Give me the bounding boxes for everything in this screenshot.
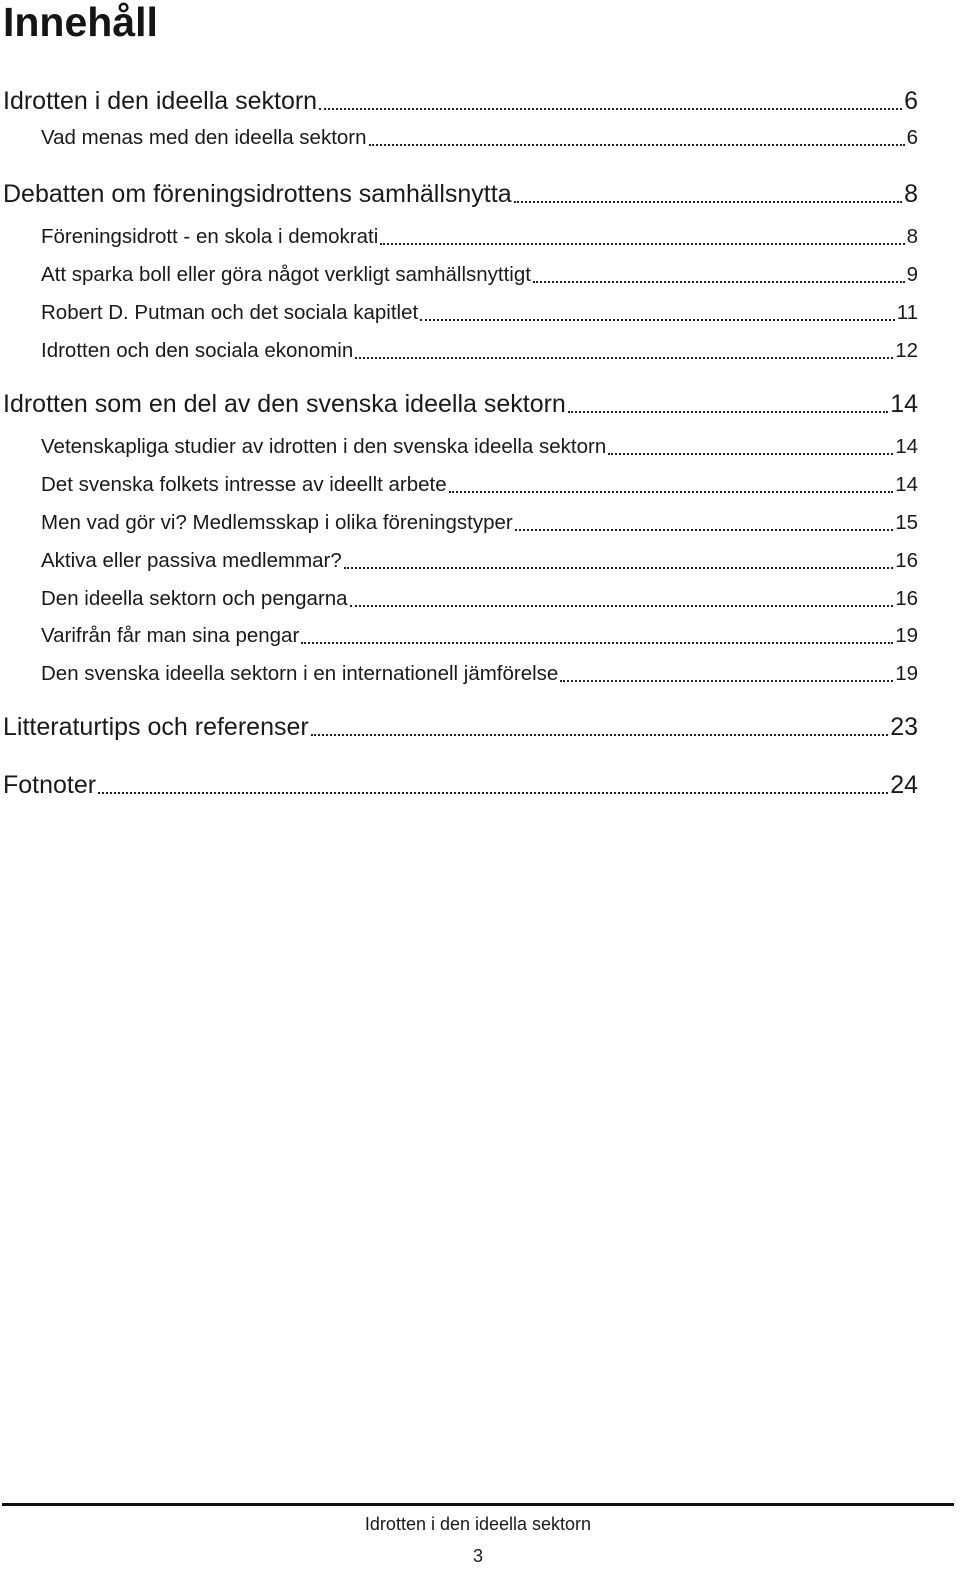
dot-leader	[568, 411, 888, 413]
toc-entry-page: 16	[895, 549, 918, 572]
toc-entry[interactable]	[41, 263, 918, 287]
toc-entry-page: 16	[895, 587, 918, 610]
toc-entry[interactable]	[3, 771, 918, 800]
toc-entry-label: Det svenska folkets intresse av ideellt arbete	[41, 473, 447, 496]
dot-leader	[344, 567, 893, 569]
toc-entry[interactable]	[3, 713, 918, 742]
dot-leader	[380, 243, 904, 245]
toc-entry[interactable]	[41, 587, 918, 611]
toc-entry[interactable]	[41, 511, 918, 535]
toc-entry-page: 19	[895, 662, 918, 685]
dot-leader	[515, 529, 893, 531]
toc-entry-label: Den ideella sektorn och pengarna	[41, 587, 348, 610]
toc-entry-label: Aktiva eller passiva medlemmar?	[41, 549, 342, 572]
toc-entry-page: 24	[890, 771, 918, 799]
dot-leader	[420, 319, 895, 321]
toc-entry-label: Idrotten i den ideella sektorn	[3, 87, 318, 115]
toc-entry-label: Att sparka boll eller göra något verkligt samhällsnyttigt	[41, 263, 531, 286]
dot-leader	[533, 281, 905, 283]
page-title: Innehåll	[3, 0, 158, 45]
footer-divider	[2, 1503, 954, 1506]
toc-entry-label: Robert D. Putman och det sociala kapitlet	[41, 301, 419, 324]
toc-entry-page: 11	[896, 301, 918, 324]
toc-entry[interactable]	[3, 180, 918, 209]
toc-entry-page: 8	[906, 225, 918, 248]
toc-entry[interactable]	[3, 390, 918, 419]
toc-entry-page: 12	[895, 339, 918, 362]
toc-entry[interactable]	[41, 662, 918, 686]
dot-leader	[301, 642, 893, 644]
toc-entry-label: Men vad gör vi? Medlemsskap i olika föreningstyper	[41, 511, 513, 534]
toc-entry[interactable]	[41, 301, 918, 325]
toc-entry[interactable]	[3, 87, 918, 116]
toc-entry-label: Debatten om föreningsidrottens samhällsnytta	[3, 180, 512, 208]
toc-entry[interactable]	[41, 549, 918, 573]
toc-entry-label: Litteraturtips och referenser	[3, 713, 309, 741]
toc-entry-label: Fotnoter	[3, 771, 97, 799]
toc-entry-page: 15	[895, 511, 918, 534]
dot-leader	[514, 201, 902, 203]
toc-entry[interactable]	[41, 624, 918, 648]
toc-entry-page: 6	[906, 126, 918, 149]
toc-entry-page: 23	[890, 713, 918, 741]
toc-entry[interactable]	[41, 225, 918, 249]
toc-entry[interactable]	[41, 435, 918, 459]
toc-entry-label: Vetenskapliga studier av idrotten i den svenska ideella sektorn	[41, 435, 607, 458]
toc-entry-label: Idrotten som en del av den svenska ideella sektorn	[3, 390, 566, 418]
toc-entry-label: Den svenska ideella sektorn i en internationell jämförelse	[41, 662, 559, 685]
page-number: 3	[472, 1546, 483, 1566]
toc-entry-page: 9	[906, 263, 918, 286]
running-footer-title: Idrotten i den ideella sektorn	[364, 1514, 592, 1534]
dot-leader	[98, 792, 888, 794]
toc-entry-label: Varifrån får man sina pengar	[41, 624, 300, 647]
toc-entry-page: 14	[895, 473, 918, 496]
dot-leader	[319, 108, 902, 110]
dot-leader	[350, 605, 894, 607]
dot-leader	[355, 357, 893, 359]
toc-entry-page: 14	[895, 435, 918, 458]
dot-leader	[608, 453, 893, 455]
dot-leader	[311, 734, 888, 736]
toc-entry-label: Idrotten och den sociala ekonomin	[41, 339, 354, 362]
toc-entry[interactable]	[41, 126, 918, 150]
toc-entry-page: 6	[904, 87, 918, 115]
dot-leader	[449, 491, 894, 493]
toc-entry[interactable]	[41, 339, 918, 363]
toc-entry-label: Vad menas med den ideella sektorn	[41, 126, 367, 149]
dot-leader	[560, 680, 893, 682]
toc-entry-page: 8	[904, 180, 918, 208]
toc-entry-label: Föreningsidrott - en skola i demokrati	[41, 225, 379, 248]
toc-entry-page: 14	[890, 390, 918, 418]
toc-entry-page: 19	[895, 624, 918, 647]
dot-leader	[369, 144, 905, 146]
toc-entry[interactable]	[41, 473, 918, 497]
